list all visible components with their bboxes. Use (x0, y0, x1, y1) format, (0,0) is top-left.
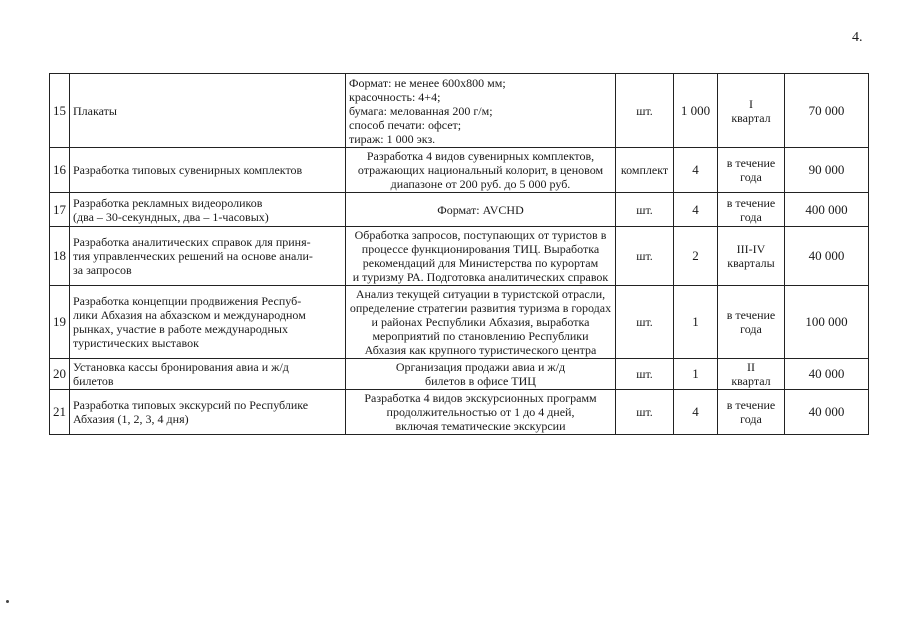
period-line: квартал (731, 374, 771, 388)
period (718, 359, 785, 390)
period-line: III-IV (736, 242, 766, 256)
period-line: в течение (726, 195, 776, 210)
item-name (70, 148, 346, 193)
desc-line: включая тематические экскурсии (395, 419, 566, 433)
name-line: Разработка концепции продвижения Респуб- (73, 294, 302, 308)
item-name (70, 359, 346, 390)
desc-line: Абхазия как крупного туристического центра (364, 343, 597, 357)
item-description (346, 148, 616, 193)
period (718, 286, 785, 359)
item-description (346, 286, 616, 359)
cost: 40 000 (785, 390, 869, 435)
period-line: квартал (731, 110, 771, 125)
row-number: 15 (50, 74, 70, 148)
cost: 40 000 (785, 227, 869, 286)
unit: шт. (616, 359, 674, 390)
period (718, 193, 785, 227)
desc-line: бумага: мелованная 200 г/м; (349, 103, 493, 118)
item-description (346, 74, 616, 148)
name-line: Разработка аналитических справок для приня- (73, 235, 311, 249)
unit: шт. (616, 193, 674, 227)
items-table (49, 73, 869, 435)
item-name (70, 390, 346, 435)
row-number: 20 (50, 359, 70, 390)
unit: шт. (616, 390, 674, 435)
desc-line: Разработка 4 видов экскурсионных программ (364, 391, 597, 405)
desc-line: билетов в офисе ТИЦ (425, 374, 536, 388)
desc-line: Обработка запросов, поступающих от туристов в (354, 228, 607, 242)
table-row (50, 286, 869, 359)
cost: 40 000 (785, 359, 869, 390)
period (718, 74, 785, 148)
item-name (70, 193, 346, 227)
desc-line: и туризму РА. Подготовка аналитических справок (352, 270, 609, 284)
quantity: 1 (674, 286, 718, 359)
table-row (50, 148, 869, 193)
table-row (50, 359, 869, 390)
quantity: 1 000 (674, 74, 718, 148)
period-line: года (740, 322, 762, 336)
desc-line: тираж: 1 000 экз. (349, 131, 436, 146)
period (718, 227, 785, 286)
quantity: 4 (674, 390, 718, 435)
name-line: (два – 30-секундных, два – 1-часовых) (73, 209, 269, 224)
name-line: Абхазия (1, 2, 3, 4 дня) (73, 412, 189, 426)
item-description (346, 359, 616, 390)
item-name (70, 74, 346, 148)
unit: шт. (616, 286, 674, 359)
item-description (346, 193, 616, 227)
unit: шт. (616, 74, 674, 148)
table-row (50, 390, 869, 435)
cost: 100 000 (785, 286, 869, 359)
cost: 70 000 (785, 74, 869, 148)
desc-line: определение стратегии развития туризма в городах (349, 301, 612, 315)
row-number: 16 (50, 148, 70, 193)
name-line: Установка кассы бронирования авиа и ж/д (73, 360, 289, 374)
period-line: года (740, 170, 762, 184)
item-name (70, 286, 346, 359)
item-name (70, 227, 346, 286)
quantity: 2 (674, 227, 718, 286)
desc-line: отражающих национальный колорит, в ценовом (357, 163, 604, 177)
name-line: Разработка рекламных видеороликов (73, 195, 263, 210)
period (718, 390, 785, 435)
period-line: года (740, 209, 762, 224)
name-line: рынках, участие в работе международных (73, 322, 288, 336)
name-line: билетов (73, 374, 114, 388)
item-description (346, 390, 616, 435)
desc-line: Формат: AVCHD (437, 202, 524, 217)
page-number: 4. (852, 30, 863, 45)
desc-line: диапазоне от 200 руб. до 5 000 руб. (390, 177, 571, 191)
cost: 90 000 (785, 148, 869, 193)
desc-line: Разработка 4 видов сувенирных комплектов, (366, 149, 595, 163)
row-number: 19 (50, 286, 70, 359)
quantity: 1 (674, 359, 718, 390)
desc-line: продолжительностью от 1 до 4 дней, (386, 405, 575, 419)
period-line: года (740, 412, 762, 426)
table-row (50, 193, 869, 227)
name-line: тия управленческих решений на основе анали- (73, 249, 313, 263)
name-line: Разработка типовых экскурсий по Республике (73, 398, 309, 412)
desc-line: процессе функционирования ТИЦ. Выработка (361, 242, 600, 256)
name-line: Разработка типовых сувенирных комплектов (73, 163, 303, 177)
name-line: туристических выставок (73, 336, 199, 350)
cost: 400 000 (785, 193, 869, 227)
desc-line: и районах Республики Абхазия, выработка (371, 315, 590, 329)
unit: комплект (616, 148, 674, 193)
period (718, 148, 785, 193)
row-number: 17 (50, 193, 70, 227)
name-line: за запросов (73, 263, 132, 277)
quantity: 4 (674, 148, 718, 193)
period-line: в течение (726, 398, 776, 412)
period-line: II (747, 360, 755, 374)
row-number: 18 (50, 227, 70, 286)
name-line: лики Абхазия на абхазском и международном (73, 308, 306, 322)
desc-line: мероприятий по становлению Республики (372, 329, 589, 343)
table-row (50, 227, 869, 286)
period-line: в течение (726, 156, 776, 170)
desc-line: красочность: 4+4; (349, 89, 441, 104)
unit: шт. (616, 227, 674, 286)
desc-line: рекомендаций для Министерства по курортам (362, 256, 599, 270)
desc-line: Формат: не менее 600х800 мм; (349, 75, 506, 90)
period-line: I (749, 96, 753, 111)
item-description (346, 227, 616, 286)
table-row (50, 74, 869, 148)
period-line: кварталы (727, 256, 775, 270)
scan-speck (6, 600, 9, 603)
row-number: 21 (50, 390, 70, 435)
quantity: 4 (674, 193, 718, 227)
period-line: в течение (726, 308, 776, 322)
desc-line: способ печати: офсет; (349, 117, 462, 132)
name-line: Плакаты (73, 103, 117, 118)
desc-line: Организация продажи авиа и ж/д (395, 360, 566, 374)
desc-line: Анализ текущей ситуации в туристской отрасли, (355, 287, 606, 301)
